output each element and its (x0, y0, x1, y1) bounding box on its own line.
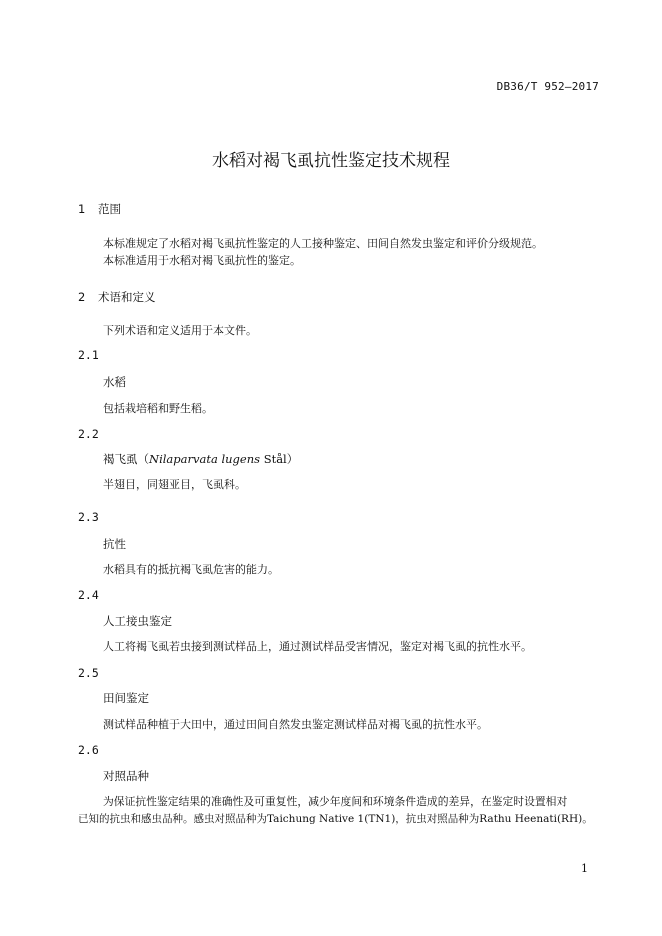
section-title: 范围 (98, 202, 121, 216)
term-title: 对照品种 (103, 769, 149, 783)
standard-number: DB36/T 952—2017 (496, 80, 599, 93)
term-definition: 水稻具有的抵抗褐飞虱危害的能力。 (103, 563, 279, 576)
close-paren: ） (286, 452, 299, 466)
term-title: 抗性 (103, 537, 126, 551)
terms-intro: 下列术语和定义适用于本文件。 (103, 324, 257, 337)
term-title: 水稻 (103, 375, 126, 389)
section-number: 2 (78, 290, 86, 304)
term-definition: 人工将褐飞虱若虫接到测试样品上，通过测试样品受害情况，鉴定对褐飞虱的抗性水平。 (103, 640, 532, 653)
section-1-heading (78, 201, 121, 217)
section-2-heading (78, 289, 156, 305)
document-title: 水稻对褐飞虱抗性鉴定技术规程 (212, 151, 450, 171)
scope-paragraph-2: 本标准适用于水稻对褐飞虱抗性的鉴定。 (103, 254, 301, 267)
section-title: 术语和定义 (98, 290, 156, 304)
term-number: 2.4 (78, 588, 99, 602)
term-title: 人工接虫鉴定 (103, 614, 172, 628)
term-definition-line-2: 已知的抗虫和感虫品种。感虫对照品种为Taichung Native 1(TN1)，抗虫对照品种为Rathu Heenati(RH)。 (78, 813, 593, 825)
section-number: 1 (78, 202, 86, 216)
authority-name: Stål (260, 452, 287, 466)
term-number: 2.6 (78, 743, 99, 757)
term-definition: 半翅目，同翅亚目，飞虱科。 (103, 478, 246, 491)
scope-paragraph-1: 本标准规定了水稻对褐飞虱抗性鉴定的人工接种鉴定、田间自然发虫鉴定和评价分级规范。 (103, 237, 543, 250)
page-number: 1 (581, 862, 588, 875)
term-definition-line-1: 为保证抗性鉴定结果的准确性及可重复性，减少年度间和环境条件造成的差异，在鉴定时设置相对 (103, 795, 568, 808)
latin-name: Nilaparvata lugens (149, 452, 261, 466)
term-definition: 测试样品种植于大田中，通过田间自然发虫鉴定测试样品对褐飞虱的抗性水平。 (103, 718, 488, 731)
term-number: 2.2 (78, 427, 99, 441)
term-number: 2.1 (78, 348, 99, 362)
term-number: 2.3 (78, 510, 99, 524)
term-title (103, 451, 298, 467)
term-number: 2.5 (78, 666, 99, 680)
term-definition: 包括栽培稻和野生稻。 (103, 402, 213, 415)
term-title-text: 褐飞虱 (103, 452, 138, 466)
open-paren: （ (137, 452, 149, 466)
term-title: 田间鉴定 (103, 691, 149, 705)
